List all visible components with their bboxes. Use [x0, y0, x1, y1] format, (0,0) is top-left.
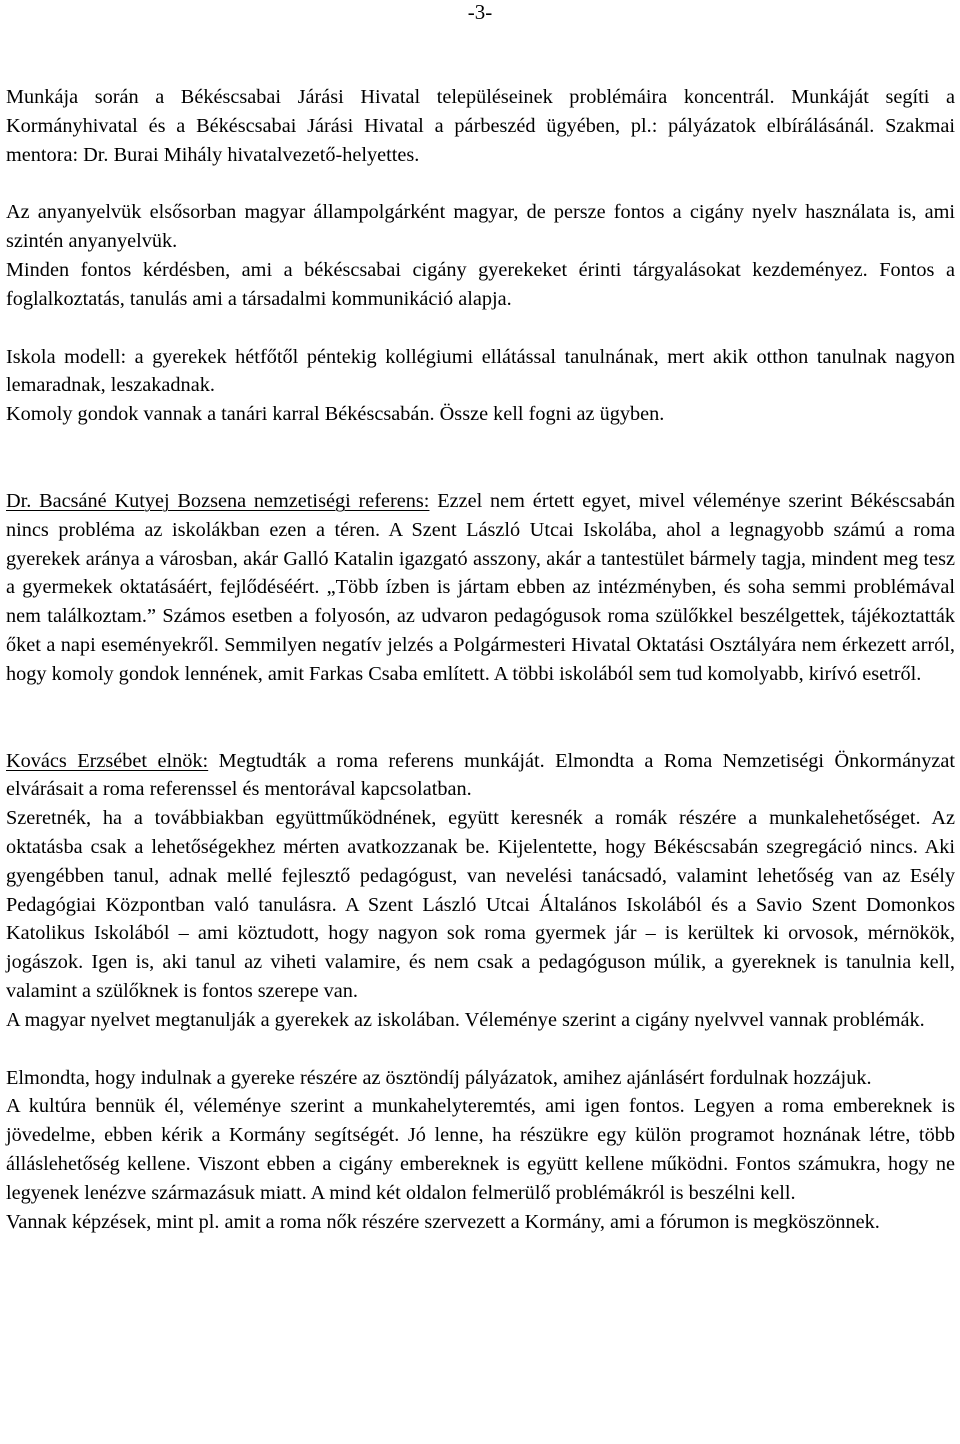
- paragraph-2: Az anyanyelvük elsősorban magyar állampolgárként magyar, de persze fontos a cigány nyelv használata is, ami szintén anyanyelvük.: [6, 201, 955, 253]
- speaker-name: Kovács Erzsébet elnök:: [6, 749, 209, 772]
- paragraph-8: Szeretnék, ha a továbbiakban együttműködnének, együtt keresnék a romák részére a munkalehetőséget. Az oktatásba csak a lehetőségekhez mérten avatkozzanak be. Kijelentette, hogy Békéscsabán szegregáció nincs. Aki gyengébben tanul, adnak mellé fejlesztő pedagógust, van nevelési tanácsadó, valamint lehetőség van az Esély Pedagógiai Központban való tanulásra. A Szent László Utcai Általános Iskolából és a Savio Szent Domonkos Katolikus Iskolából – ami köztudott, hogy nagyon sok roma gyermek jár – is kerültek ki orvosok, mérnökök, jogászok. Igen is, aki tanul az viheti valamire, és nem csak a pedagóguson múlik, a gyereknek is tanulnia kell, valamint a szülőknek is fontos szerepe van.: [6, 807, 955, 1002]
- paragraph-12: Vannak képzések, mint pl. amit a roma nők részére szervezett a Kormány, ami a fórumon is megköszönnek.: [6, 1210, 880, 1233]
- speaker-name: Dr. Bacsáné Kutyej Bozsena nemzetiségi referens:: [6, 489, 430, 512]
- paragraph-9: A magyar nyelvet megtanulják a gyerekek az iskolában. Véleménye szerint a cigány nyelvvel vannak problémák.: [6, 1008, 925, 1031]
- paragraph-6: [6, 487, 955, 689]
- page-number: -3-: [467, 0, 493, 24]
- paragraph-3: Minden fontos kérdésben, ami a békéscsabai cigány gyerekeket érinti tárgyalásokat kezdeményez. Fontos a foglalkoztatás, tanulás ami a társadalmi kommunikáció alapja.: [6, 258, 955, 310]
- paragraph-spacer: [6, 689, 955, 747]
- paragraph-spacer: [6, 1035, 955, 1064]
- paragraph-1: Munkája során a Békéscsabai Járási Hivatal településeinek problémáira koncentrál. Munkáját segíti a Kormányhivatal és a Békéscsabai Járási Hivatal a párbeszéd ügyében, pl.: pályázatok elbírálásánál. Szakmai mentora: Dr. Burai Mihály hivatalvezető-helyettes.: [6, 86, 955, 166]
- paragraph-text: Megtudták a roma referens munkáját. Elmondta a Roma Nemzetiségi Önkormányzat elvárásait a roma referenssel és mentorával kapcsolatban.: [6, 749, 955, 801]
- paragraph-spacer: [6, 169, 955, 198]
- paragraph-4: Iskola modell: a gyerekek hétfőtől péntekig kollégiumi ellátással tanulnának, mert akik otthon tanulnak nagyon lemaradnak, leszakadnak.: [6, 345, 955, 397]
- paragraph-spacer: [6, 429, 955, 487]
- document-body: [6, 83, 955, 1236]
- paragraph-11: A kultúra bennük él, véleménye szerint a munkahelyteremtés, ami igen fontos. Legyen a roma embereknek is jövedelme, ebben kérik a Kormány segítségét. Jó lenne, ha részükre egy külön programot hoznának létre, több álláslehetőség kellene. Viszont ebben a cigány embereknek is együtt kellene működni. Fontos számukra, hogy ne legyenek lenézve származásuk miatt. A mind két oldalon felmerülő problémákról is beszélni kell.: [6, 1095, 955, 1204]
- paragraph-text: Ezzel nem értett egyet, mivel véleménye szerint Békéscsabán nincs probléma az iskolákban ezen a téren. A Szent László Utcai Iskolába, ahol a legnagyobb számú a roma gyerekek aránya a városban, akár Galló Katalin igazgató asszony, akár a tantestület bármely tagja, mindent meg tesz a gyermekek oktatásáért, fejlődéséért. „Több ízben is jártam ebben az intézményben, és soha semmi problémával nem találkoztam.” Számos esetben a folyosón, az udvaron pedagógusok roma szülőkkel beszélgettek, tájékoztatták őket a napi eseményekről. Semmilyen negatív jelzés a Polgármesteri Hivatal Oktatási Osztályára nem érkezett arról, hogy komoly gondok lennének, amit Farkas Csaba említett. A többi iskolából sem tud komolyabb, kirívó esetről.: [6, 489, 955, 685]
- paragraph-7: [6, 747, 955, 805]
- paragraph-10: Elmondta, hogy indulnak a gyereke részére az ösztöndíj pályázatok, amihez ajánlásért fordulnak hozzájuk.: [6, 1066, 872, 1089]
- paragraph-spacer: [6, 314, 955, 343]
- paragraph-5: Komoly gondok vannak a tanári karral Békéscsabán. Össze kell fogni az ügyben.: [6, 403, 665, 426]
